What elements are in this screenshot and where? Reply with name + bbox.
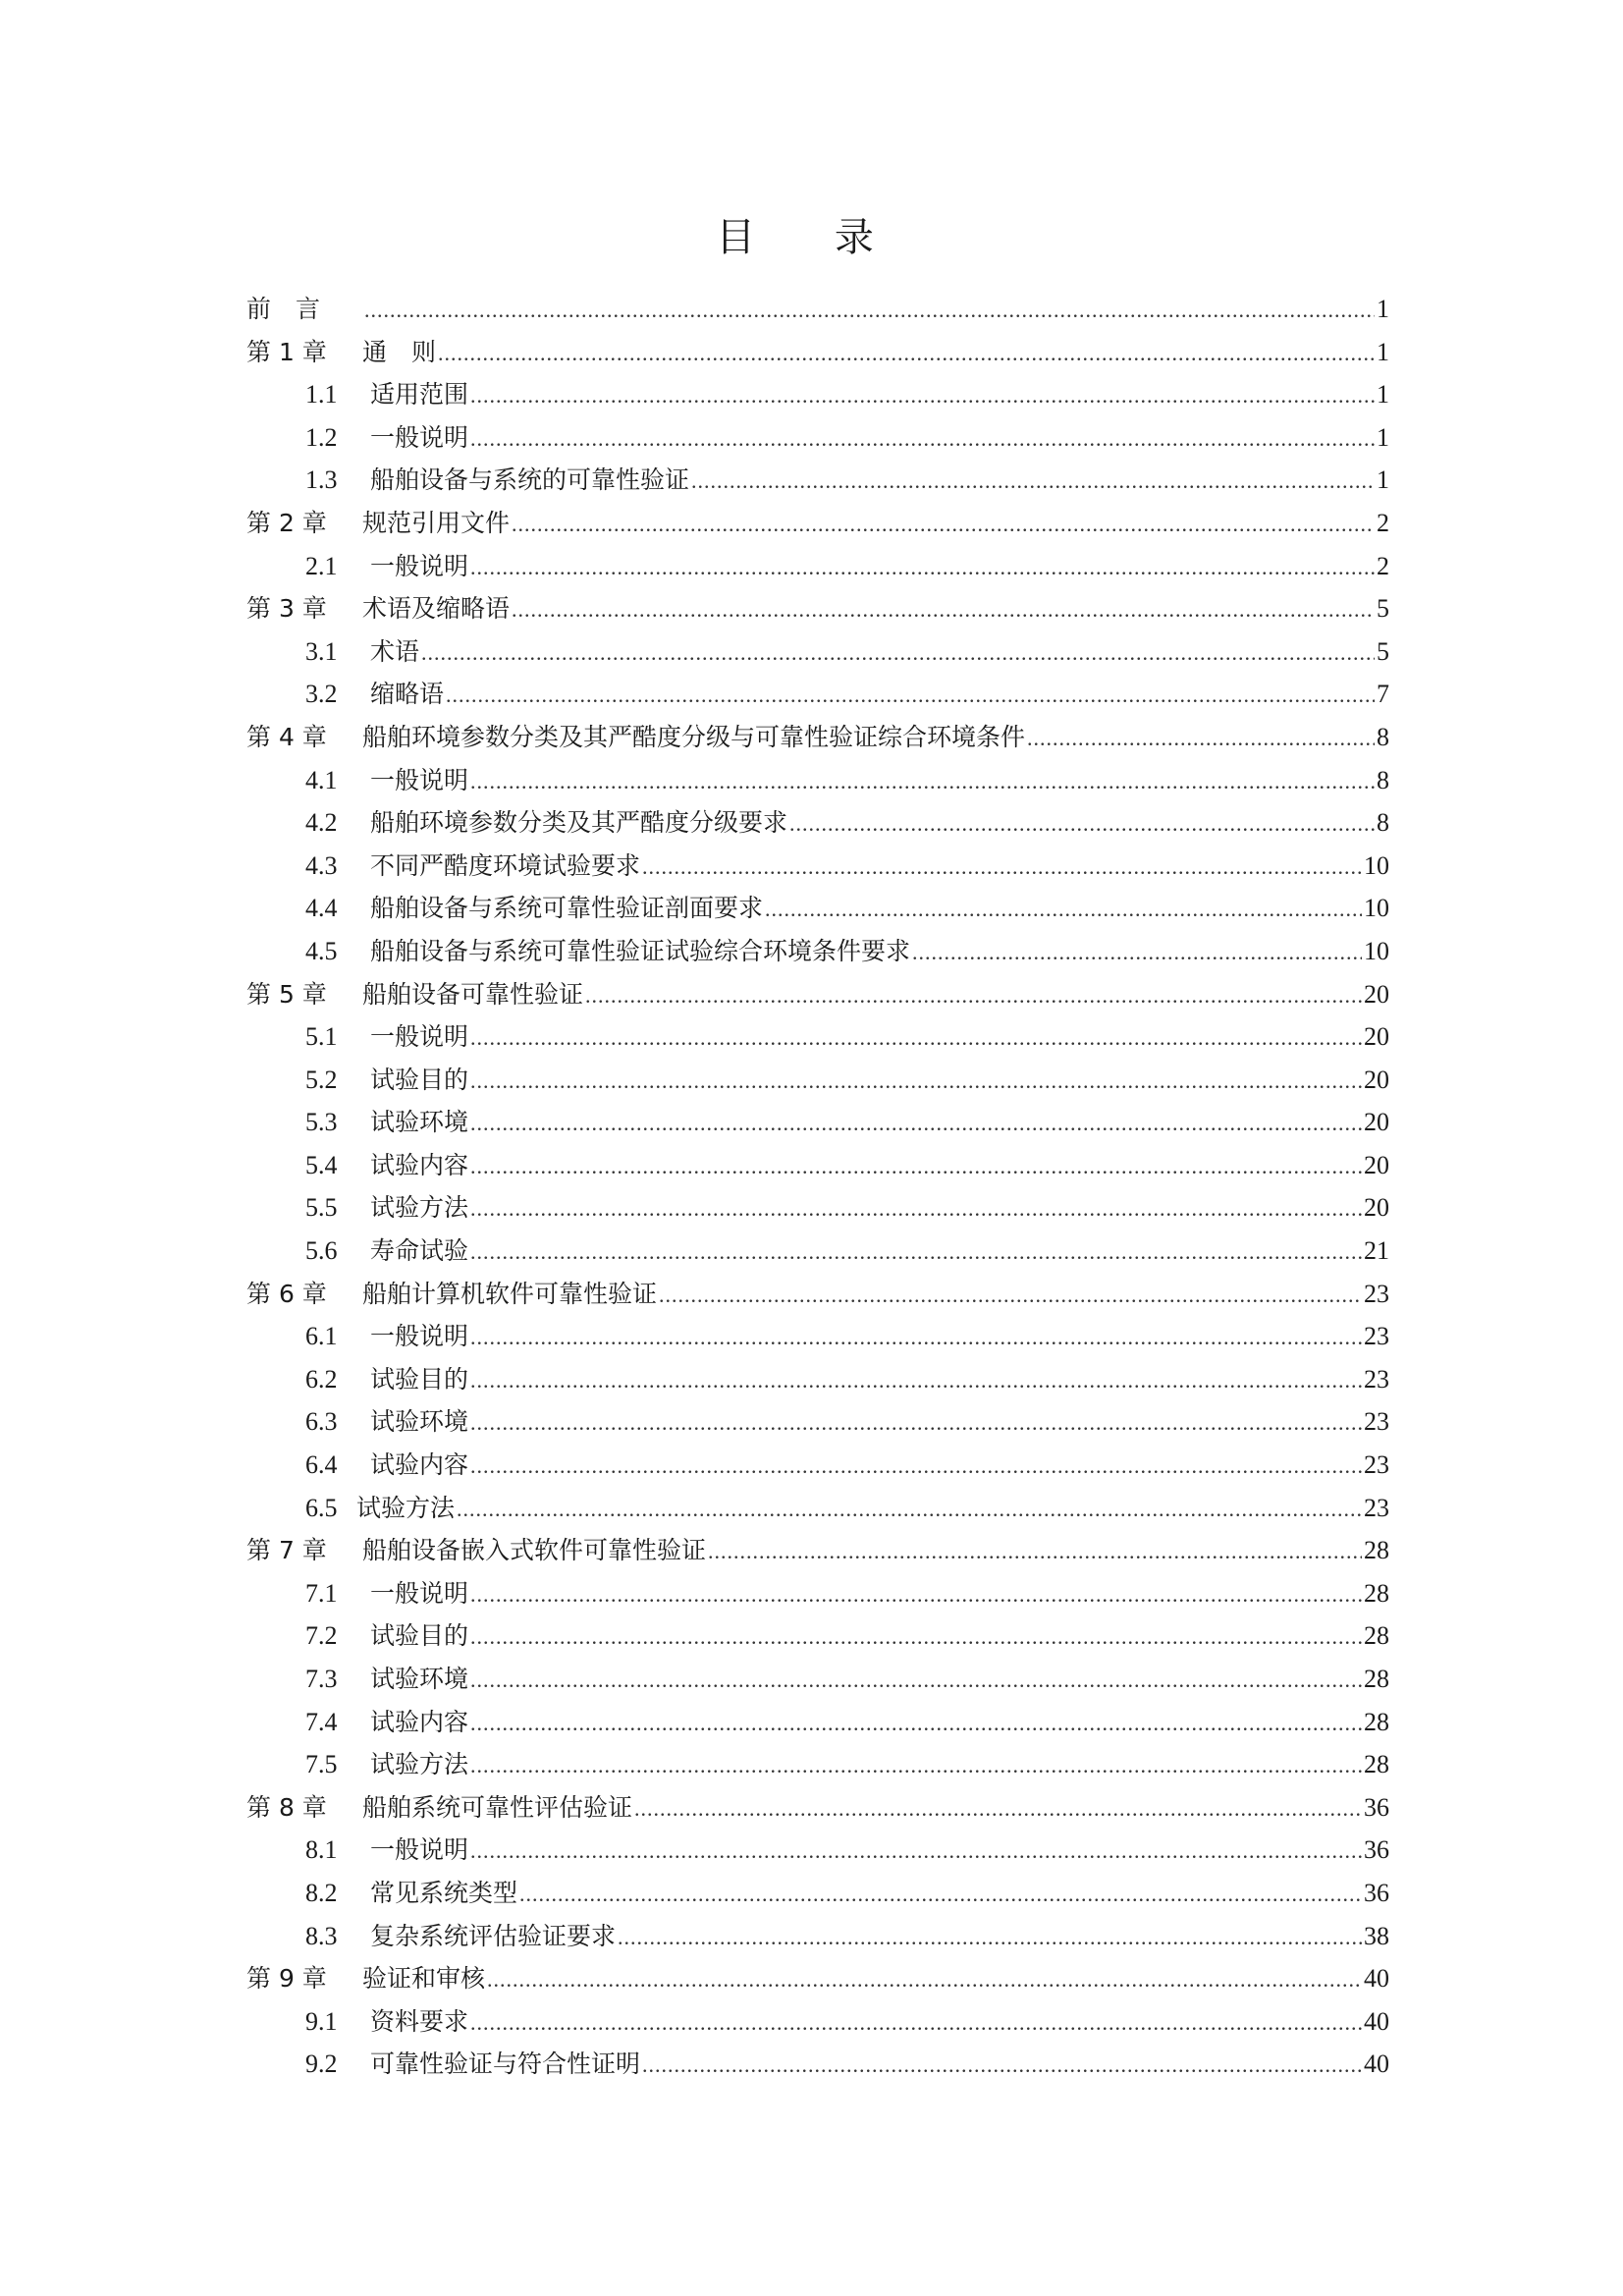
toc-entry-title: 试验环境: [370, 1108, 469, 1137]
toc-entry-title: 不同严酷度环境试验要求: [370, 850, 641, 880]
toc-entry-number: 9.2: [305, 2050, 338, 2079]
toc-section-entry[interactable]: [246, 1186, 1389, 1230]
toc-page-number: 23: [1364, 1322, 1389, 1351]
toc-dot-leader: [470, 1102, 1362, 1145]
toc-page-number: 23: [1364, 1450, 1389, 1480]
toc-section-entry[interactable]: [246, 1315, 1389, 1358]
toc-page-number: 28: [1364, 1578, 1389, 1608]
toc-entry-number: 6.4: [305, 1450, 338, 1480]
toc-entry-number: 7.4: [305, 1707, 338, 1736]
toc-entry-title: 试验目的: [370, 1065, 469, 1094]
toc-dot-leader: [421, 631, 1375, 675]
toc-dot-leader: [512, 588, 1375, 631]
toc-dot-leader: [457, 1488, 1362, 1531]
toc-entry-title: 试验环境: [370, 1665, 469, 1693]
toc-entry-number: 4.5: [305, 936, 338, 965]
toc-dot-leader: [512, 503, 1375, 546]
toc-entry-title: 试验方法: [370, 1750, 469, 1779]
toc-section-entry[interactable]: [246, 1487, 1389, 1530]
toc-entry-title: 试验环境: [370, 1407, 469, 1437]
toc-chapter-entry[interactable]: [246, 973, 1389, 1016]
toc-page-number: 1: [1377, 380, 1389, 410]
toc-page-number: 28: [1364, 1621, 1389, 1651]
toc-entry-number: 8.3: [305, 1921, 338, 1950]
toc-entry-title: 船舶环境参数分类及其严酷度分级要求: [370, 808, 788, 838]
toc-page-number: 8: [1377, 808, 1389, 838]
toc-page-number: 20: [1364, 979, 1389, 1009]
toc-entry-number: 5.5: [305, 1193, 338, 1223]
toc-entry-number: 第 7 章: [246, 1536, 327, 1565]
toc-dot-leader: [446, 674, 1375, 717]
toc-section-entry[interactable]: [246, 1400, 1389, 1444]
toc-entry-title: 复杂系统评估验证要求: [370, 1921, 617, 1950]
toc-chapter-entry[interactable]: [246, 1529, 1389, 1572]
toc-entry-title: 验证和审核: [362, 1964, 486, 1994]
toc-page-number: 20: [1364, 1065, 1389, 1094]
toc-entry-number: 第 2 章: [246, 508, 327, 537]
toc-chapter-entry[interactable]: [246, 331, 1389, 374]
toc-entry-number: 4.3: [305, 850, 338, 880]
toc-entry-number: 1.2: [305, 422, 338, 452]
toc-section-entry[interactable]: [246, 545, 1389, 588]
toc-page-number: 28: [1364, 1707, 1389, 1736]
toc-dot-leader: [470, 546, 1375, 589]
toc-entry-number: 第 1 章: [246, 337, 327, 366]
toc-entry-number: 3.1: [305, 636, 338, 666]
toc-dot-leader: [470, 1744, 1362, 1787]
toc-section-entry[interactable]: [246, 1572, 1389, 1615]
toc-page-number: 36: [1364, 1835, 1389, 1865]
toc-entry-number: 7.2: [305, 1621, 338, 1651]
toc-dot-leader: [470, 1615, 1362, 1659]
toc-entry-title: 一般说明: [370, 1835, 469, 1865]
toc-dot-leader: [470, 2001, 1362, 2045]
toc-page-number: 1: [1377, 465, 1389, 495]
toc-entry-title: 船舶计算机软件可靠性验证: [362, 1279, 658, 1308]
toc-entry-title: 一般说明: [370, 551, 469, 580]
toc-chapter-entry[interactable]: [246, 1786, 1389, 1830]
toc-entry-number: 6.5: [305, 1493, 338, 1522]
toc-page-number: 10: [1364, 894, 1389, 923]
toc-entry-title: 适用范围: [370, 380, 469, 410]
toc-page-number: 23: [1364, 1407, 1389, 1437]
toc-page-number: 1: [1377, 295, 1389, 323]
toc-dot-leader: [470, 1830, 1362, 1873]
toc-entry-number: 3.2: [305, 680, 338, 709]
toc-dot-leader: [364, 289, 1375, 332]
toc-dot-leader: [470, 1187, 1362, 1230]
toc-section-entry[interactable]: [246, 1015, 1389, 1059]
toc-entry-number: 5.6: [305, 1236, 338, 1266]
toc-entry-title: 试验方法: [356, 1493, 456, 1522]
toc-entry-title: 规范引用文件: [362, 508, 511, 537]
toc-section-entry[interactable]: [246, 673, 1389, 716]
toc-page-number: 23: [1364, 1493, 1389, 1522]
toc-entry-title: 试验目的: [370, 1621, 469, 1651]
toc-dot-leader: [470, 1359, 1362, 1402]
toc-section-entry[interactable]: [246, 1743, 1389, 1786]
toc-page-number: 21: [1364, 1236, 1389, 1266]
toc-dot-leader: [470, 1016, 1362, 1060]
toc-section-entry[interactable]: [246, 1658, 1389, 1701]
toc-dot-leader: [765, 888, 1362, 931]
toc-entry-number: 前 言: [246, 295, 321, 323]
toc-dot-leader: [618, 1916, 1362, 1959]
toc-section-entry[interactable]: [246, 416, 1389, 460]
toc-page-number: 40: [1364, 2006, 1389, 2036]
toc-entry-title: 船舶设备与系统的可靠性验证: [370, 465, 690, 495]
toc-dot-leader: [1027, 717, 1375, 760]
toc-entry-number: 5.2: [305, 1065, 338, 1094]
toc-entry-title: 船舶设备可靠性验证: [362, 979, 584, 1009]
toc-dot-leader: [470, 417, 1375, 461]
toc-entry-title: 试验内容: [370, 1707, 469, 1736]
table-of-contents: [246, 288, 1389, 2086]
toc-entry-number: 第 3 章: [246, 594, 327, 624]
toc-dot-leader: [470, 1573, 1362, 1616]
toc-entry-title: 试验内容: [370, 1450, 469, 1480]
toc-entry-number: 5.4: [305, 1150, 338, 1179]
toc-section-entry[interactable]: [246, 1144, 1389, 1187]
toc-page-number: 10: [1364, 936, 1389, 965]
toc-page-number: 28: [1364, 1750, 1389, 1779]
toc-section-entry[interactable]: [246, 373, 1389, 416]
toc-page-number: 36: [1364, 1792, 1389, 1822]
toc-dot-leader: [519, 1873, 1362, 1916]
toc-entry-title: 常见系统类型: [370, 1878, 518, 1907]
toc-page-number: 20: [1364, 1193, 1389, 1223]
toc-entry-number: 6.1: [305, 1322, 338, 1351]
toc-section-entry[interactable]: [246, 459, 1389, 502]
toc-page-number: 5: [1377, 594, 1389, 624]
page-title: 目 录: [716, 215, 907, 260]
toc-page-number: 10: [1364, 850, 1389, 880]
toc-entry-number: 第 4 章: [246, 722, 327, 751]
toc-chapter-entry[interactable]: [246, 1273, 1389, 1316]
toc-section-entry[interactable]: [246, 887, 1389, 930]
toc-chapter-entry[interactable]: [246, 587, 1389, 630]
toc-section-entry[interactable]: [246, 930, 1389, 973]
toc-entry-title: 一般说明: [370, 1578, 469, 1608]
toc-page-number: 28: [1364, 1665, 1389, 1693]
toc-page-number: 20: [1364, 1022, 1389, 1052]
toc-page-number: 23: [1364, 1364, 1389, 1394]
toc-page-number: 1: [1377, 422, 1389, 452]
toc-section-entry[interactable]: [246, 1230, 1389, 1273]
toc-entry-title: 试验方法: [370, 1193, 469, 1223]
toc-entry-number: 8.1: [305, 1835, 338, 1865]
toc-entry-number: 第 6 章: [246, 1279, 327, 1308]
toc-section-entry[interactable]: [246, 1444, 1389, 1487]
toc-page-number: 20: [1364, 1108, 1389, 1137]
toc-dot-leader: [470, 1401, 1362, 1445]
toc-entry-title: 船舶设备与系统可靠性验证剖面要求: [370, 894, 764, 923]
toc-entry-title: 一般说明: [370, 1022, 469, 1052]
toc-dot-leader: [642, 846, 1362, 889]
toc-entry-number: 4.4: [305, 894, 338, 923]
toc-entry-title: 船舶设备嵌入式软件可靠性验证: [362, 1536, 707, 1565]
toc-entry-number: 9.1: [305, 2006, 338, 2036]
toc-section-entry[interactable]: [246, 1059, 1389, 1102]
toc-dot-leader: [438, 332, 1375, 375]
toc-section-entry[interactable]: [246, 845, 1389, 888]
toc-dot-leader: [470, 1702, 1362, 1745]
toc-section-entry[interactable]: [246, 801, 1389, 845]
toc-page-number: 23: [1364, 1279, 1389, 1308]
toc-entry-number: 6.2: [305, 1364, 338, 1394]
toc-entry-number: 1.1: [305, 380, 338, 410]
toc-section-entry[interactable]: [246, 2043, 1389, 2086]
toc-page-number: 2: [1377, 551, 1389, 580]
toc-dot-leader: [470, 374, 1375, 417]
toc-page-number: 38: [1364, 1921, 1389, 1950]
toc-entry-number: 1.3: [305, 465, 338, 495]
toc-section-entry[interactable]: [246, 1358, 1389, 1401]
toc-section-entry[interactable]: [246, 759, 1389, 802]
toc-page-number: 2: [1377, 508, 1389, 537]
toc-dot-leader: [470, 1060, 1362, 1103]
toc-page-number: 40: [1364, 2050, 1389, 2079]
toc-entry-number: 第 5 章: [246, 979, 327, 1009]
toc-chapter-entry[interactable]: [246, 502, 1389, 545]
toc-dot-leader: [487, 1958, 1362, 2001]
toc-page-number: 1: [1377, 337, 1389, 366]
toc-dot-leader: [470, 1316, 1362, 1359]
toc-entry-number: 2.1: [305, 551, 338, 580]
toc-dot-leader: [659, 1274, 1362, 1317]
toc-section-entry[interactable]: [246, 2000, 1389, 2044]
toc-entry-number: 7.5: [305, 1750, 338, 1779]
toc-entry-title: 试验目的: [370, 1364, 469, 1394]
toc-dot-leader: [585, 974, 1362, 1017]
toc-page-number: 8: [1377, 765, 1389, 794]
toc-section-entry[interactable]: [246, 1101, 1389, 1144]
toc-entry-title: 船舶系统可靠性评估验证: [362, 1792, 633, 1822]
toc-section-entry[interactable]: [246, 1614, 1389, 1658]
toc-section-entry[interactable]: [246, 1701, 1389, 1744]
toc-page-number: 20: [1364, 1150, 1389, 1179]
toc-entry-number: 8.2: [305, 1878, 338, 1907]
toc-entry-number: 7.1: [305, 1578, 338, 1608]
toc-entry-title: 船舶设备与系统可靠性验证试验综合环境条件要求: [370, 936, 911, 965]
toc-entry-title: 试验内容: [370, 1150, 469, 1179]
toc-page-number: 36: [1364, 1878, 1389, 1907]
toc-dot-leader: [470, 760, 1375, 803]
toc-section-entry[interactable]: [246, 1872, 1389, 1915]
toc-entry-title: 缩略语: [370, 680, 445, 709]
toc-dot-leader: [470, 1445, 1362, 1488]
toc-entry-number: 4.1: [305, 765, 338, 794]
toc-dot-leader: [642, 2044, 1362, 2087]
toc-section-entry[interactable]: [246, 1829, 1389, 1872]
toc-entry-number: 4.2: [305, 808, 338, 838]
toc-section-entry[interactable]: [246, 1915, 1389, 1958]
toc-entry-title: 通 则: [362, 337, 437, 366]
toc-entry-title: 船舶环境参数分类及其严酷度分级与可靠性验证综合环境条件: [362, 722, 1026, 751]
toc-dot-leader: [708, 1530, 1362, 1573]
toc-dot-leader: [470, 1659, 1362, 1702]
toc-entry-title: 一般说明: [370, 422, 469, 452]
toc-dot-leader: [634, 1787, 1362, 1831]
toc-page-number: 28: [1364, 1536, 1389, 1565]
toc-entry-title: 寿命试验: [370, 1236, 469, 1266]
toc-page-number: 5: [1377, 636, 1389, 666]
toc-entry-number: 第 9 章: [246, 1964, 327, 1994]
toc-section-entry[interactable]: [246, 630, 1389, 674]
toc-entry-number: 第 8 章: [246, 1792, 327, 1822]
toc-page-number: 8: [1377, 722, 1389, 751]
toc-entry-number: 5.1: [305, 1022, 338, 1052]
toc-dot-leader: [789, 802, 1375, 846]
toc-entry-title: 术语及缩略语: [362, 594, 511, 624]
toc-chapter-entry[interactable]: [246, 288, 1389, 331]
toc-page-number: 40: [1364, 1964, 1389, 1994]
toc-entry-number: 6.3: [305, 1407, 338, 1437]
toc-entry-title: 一般说明: [370, 765, 469, 794]
toc-chapter-entry[interactable]: [246, 716, 1389, 759]
toc-page-number: 7: [1377, 680, 1389, 709]
toc-dot-leader: [470, 1230, 1362, 1274]
toc-dot-leader: [912, 931, 1362, 974]
toc-entry-number: 5.3: [305, 1108, 338, 1137]
toc-entry-title: 资料要求: [370, 2006, 469, 2036]
toc-entry-number: 7.3: [305, 1665, 338, 1693]
toc-chapter-entry[interactable]: [246, 1957, 1389, 2000]
toc-entry-title: 一般说明: [370, 1322, 469, 1351]
toc-dot-leader: [470, 1145, 1362, 1188]
toc-dot-leader: [691, 460, 1375, 503]
toc-entry-title: 可靠性验证与符合性证明: [370, 2050, 641, 2079]
toc-entry-title: 术语: [370, 636, 420, 666]
